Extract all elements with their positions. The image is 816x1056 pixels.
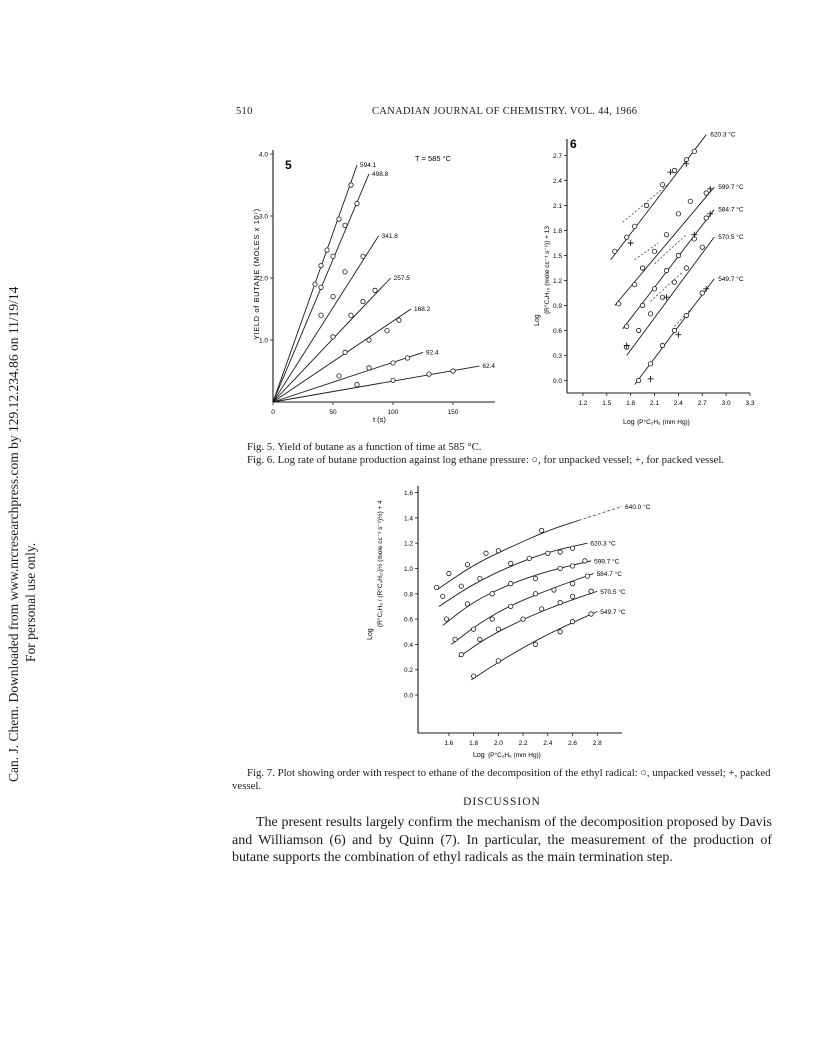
data-point bbox=[570, 546, 574, 550]
data-point bbox=[558, 600, 562, 604]
unpacked-point bbox=[632, 224, 636, 228]
packed-point bbox=[648, 376, 654, 382]
data-point bbox=[391, 378, 395, 382]
data-point bbox=[509, 604, 513, 608]
data-point bbox=[465, 602, 469, 606]
x-tick-label: 100 bbox=[387, 409, 399, 416]
discussion-paragraph: The present results largely confirm the mechanism of the decomposition proposed by Davis and Williamson (6) and by Quinn (7). In particular, the measurement of the production of butane supports the combination of ethyl radicals as the main termination step. bbox=[232, 815, 772, 865]
unpacked-point bbox=[624, 324, 628, 328]
series-label: 341.8 bbox=[381, 232, 398, 240]
series-curve bbox=[437, 520, 579, 590]
data-point bbox=[509, 561, 513, 565]
fig6-number: 6 bbox=[570, 137, 577, 151]
y-tick-label: 2.1 bbox=[552, 203, 562, 210]
unpacked-point bbox=[648, 362, 652, 366]
data-point bbox=[434, 585, 438, 589]
figure-6-caption: Fig. 6. Log rate of butane production against log ethane pressure: ○, for unpacked vessel; +, for packed vessel. bbox=[247, 454, 725, 466]
unpacked-point bbox=[624, 235, 628, 239]
download-watermark bbox=[2, 286, 46, 790]
data-point bbox=[444, 617, 448, 621]
y-tick-label: 1.0 bbox=[258, 337, 268, 345]
unpacked-point bbox=[640, 266, 644, 270]
data-point bbox=[459, 652, 463, 656]
unpacked-point bbox=[664, 232, 668, 236]
packed-point bbox=[683, 161, 689, 167]
unpacked-point bbox=[652, 249, 656, 253]
unpacked-point bbox=[688, 199, 692, 203]
data-point bbox=[343, 223, 347, 227]
y-tick-label: 1.5 bbox=[552, 253, 562, 260]
data-point bbox=[533, 576, 537, 580]
y-tick-label: 1.2 bbox=[403, 540, 413, 548]
fig5-ylabel: YIELD of BUTANE (MOLES x 10⁷) bbox=[252, 208, 261, 340]
y-tick-label: 0.8 bbox=[403, 591, 413, 599]
data-point bbox=[343, 350, 347, 354]
unpacked-point bbox=[644, 203, 648, 207]
series-label: 570.5 °C bbox=[718, 234, 744, 242]
data-point bbox=[337, 217, 341, 221]
data-point bbox=[361, 299, 365, 303]
series-line bbox=[615, 187, 714, 305]
discussion-section bbox=[232, 796, 772, 867]
series-label: 599.7 °C bbox=[594, 558, 620, 566]
data-point bbox=[405, 356, 409, 360]
personal-use-notice: For personal use only. bbox=[23, 542, 38, 662]
fig7-xlabel-main: Log bbox=[473, 752, 485, 759]
data-point bbox=[570, 594, 574, 598]
data-point bbox=[331, 294, 335, 298]
data-point bbox=[319, 285, 323, 289]
x-tick-label: 1.6 bbox=[444, 740, 454, 747]
x-tick-label: 50 bbox=[329, 409, 337, 416]
x-tick-label: 150 bbox=[447, 409, 459, 416]
data-point bbox=[539, 528, 543, 532]
unpacked-point bbox=[672, 328, 676, 332]
data-point bbox=[484, 551, 488, 555]
data-point bbox=[373, 288, 377, 292]
x-tick-label: 1.2 bbox=[578, 400, 588, 407]
dashed-extension bbox=[579, 506, 622, 520]
x-tick-label: 1.8 bbox=[469, 740, 479, 747]
data-point bbox=[453, 637, 457, 641]
data-point bbox=[570, 619, 574, 623]
data-point bbox=[490, 592, 494, 596]
x-tick-label: 3.3 bbox=[745, 400, 755, 407]
data-point bbox=[451, 369, 455, 373]
data-point bbox=[355, 201, 359, 205]
data-point bbox=[478, 637, 482, 641]
data-point bbox=[539, 607, 543, 611]
packed-point bbox=[707, 186, 713, 192]
unpacked-point bbox=[700, 291, 704, 295]
data-point bbox=[558, 630, 562, 634]
series-label: 549.7 °C bbox=[718, 275, 744, 283]
unpacked-point bbox=[660, 182, 664, 186]
data-point bbox=[527, 556, 531, 560]
unpacked-point bbox=[684, 313, 688, 317]
series-label: 584.7 °C bbox=[718, 206, 744, 214]
x-tick-label: 2.1 bbox=[649, 400, 660, 407]
series-line-168.2 bbox=[273, 309, 411, 402]
unpacked-point bbox=[648, 312, 652, 316]
data-point bbox=[325, 248, 329, 252]
y-tick-label: 0.2 bbox=[403, 667, 413, 675]
data-point bbox=[589, 589, 593, 593]
y-tick-label: 1.2 bbox=[552, 278, 562, 285]
unpacked-point bbox=[636, 378, 640, 382]
series-line-92.4 bbox=[273, 352, 423, 402]
fig7-ylabel-main: Log bbox=[367, 628, 374, 640]
data-point bbox=[471, 674, 475, 678]
data-point bbox=[427, 372, 431, 376]
y-tick-label: 3.0 bbox=[258, 213, 268, 221]
data-point bbox=[509, 581, 513, 585]
fig5-axes bbox=[259, 150, 495, 416]
data-point bbox=[585, 574, 589, 578]
data-point bbox=[490, 617, 494, 621]
unpacked-point bbox=[613, 249, 617, 253]
unpacked-point bbox=[664, 268, 668, 272]
x-tick-label: 2.0 bbox=[493, 740, 503, 747]
fig6-xlabel-main: Log bbox=[623, 419, 635, 426]
y-tick-label: 1.4 bbox=[403, 515, 413, 523]
fig5-number: 5 bbox=[285, 158, 292, 172]
unpacked-point bbox=[632, 282, 636, 286]
y-tick-label: 2.7 bbox=[552, 153, 562, 160]
data-point bbox=[391, 361, 395, 365]
page-number: 510 bbox=[236, 106, 253, 117]
data-point bbox=[385, 329, 389, 333]
data-point bbox=[558, 566, 562, 570]
x-tick-label: 1.8 bbox=[626, 400, 636, 407]
data-point bbox=[349, 313, 353, 317]
series-label: 620.3 °C bbox=[710, 131, 736, 139]
unpacked-point bbox=[672, 280, 676, 284]
unpacked-point bbox=[660, 343, 664, 347]
y-tick-label: 2.4 bbox=[552, 178, 562, 185]
unpacked-point bbox=[700, 245, 704, 249]
data-point bbox=[337, 374, 341, 378]
x-tick-label: 3.0 bbox=[721, 400, 731, 407]
data-point bbox=[533, 592, 537, 596]
data-point bbox=[558, 550, 562, 554]
y-tick-label: 0.9 bbox=[552, 303, 562, 310]
fig7-ylabel-sym: (R°C₂H₆ / (R°C₄H₁₀)½ (mole cc⁻¹ s⁻¹)½) + 4 bbox=[377, 500, 384, 627]
y-tick-label: 2.0 bbox=[258, 275, 268, 283]
data-point bbox=[367, 366, 371, 370]
series-label: 549.7 °C bbox=[600, 609, 626, 616]
x-tick-label: 2.2 bbox=[518, 740, 528, 747]
data-point bbox=[331, 254, 335, 258]
data-point bbox=[496, 659, 500, 663]
data-point bbox=[343, 270, 347, 274]
figure-7-caption: Fig. 7. Plot showing order with respect to ethane of the decomposition of the ethyl radical: ○, unpacked vessel; +, packed vessel. bbox=[232, 767, 771, 792]
unpacked-point bbox=[676, 212, 680, 216]
figure-6-chart bbox=[525, 128, 765, 428]
data-point bbox=[349, 183, 353, 187]
x-tick-label: 2.6 bbox=[568, 740, 578, 747]
data-point bbox=[319, 263, 323, 267]
data-point bbox=[546, 551, 550, 555]
data-point bbox=[441, 594, 445, 598]
series-label: 62.4 bbox=[482, 363, 496, 371]
fig6-xlabel-sym: {P°C₂H₆ (mm Hg)} bbox=[637, 419, 690, 426]
data-point bbox=[319, 313, 323, 317]
series-label: 92.4 bbox=[426, 349, 439, 357]
series-label: 620.3 °C bbox=[590, 540, 616, 548]
series-label: 257.5 bbox=[393, 275, 410, 282]
series-line-62.4 bbox=[273, 366, 479, 402]
data-point bbox=[361, 254, 365, 258]
y-tick-label: 0.4 bbox=[403, 641, 413, 649]
packed-point bbox=[675, 332, 681, 338]
series-label: 498.8 bbox=[372, 170, 389, 178]
y-tick-label: 0.6 bbox=[403, 616, 413, 624]
x-tick-label: 0 bbox=[271, 409, 275, 416]
unpacked-point bbox=[704, 216, 708, 220]
unpacked-point bbox=[704, 191, 708, 195]
data-point bbox=[570, 581, 574, 585]
y-tick-label: 1.6 bbox=[403, 490, 413, 498]
unpacked-point bbox=[636, 328, 640, 332]
data-point bbox=[478, 576, 482, 580]
series-curve bbox=[439, 543, 587, 606]
figure-5-chart bbox=[245, 140, 505, 430]
y-tick-label: 0.0 bbox=[552, 378, 562, 385]
data-point bbox=[355, 382, 359, 386]
series-label: 599.7 °C bbox=[718, 184, 744, 192]
unpacked-point bbox=[652, 287, 656, 291]
data-point bbox=[397, 318, 401, 322]
data-point bbox=[447, 571, 451, 575]
x-tick-label: 2.4 bbox=[543, 740, 553, 747]
series-line bbox=[611, 135, 706, 260]
series-label: 594.1 bbox=[360, 162, 377, 170]
fig6-ylabel-main: Log bbox=[534, 314, 541, 326]
unpacked-point bbox=[617, 302, 621, 306]
unpacked-point bbox=[676, 253, 680, 257]
fig7-xlabel-sym: {P°C₂H₆ (mm Hg)} bbox=[488, 752, 541, 759]
data-point bbox=[367, 338, 371, 342]
data-point bbox=[570, 564, 574, 568]
x-tick-label: 1.5 bbox=[602, 400, 612, 407]
y-tick-label: 1.0 bbox=[403, 565, 413, 573]
figure-7-chart bbox=[360, 485, 660, 765]
data-point bbox=[496, 627, 500, 631]
figure-5-caption: Fig. 5. Yield of butane as a function of time at 585 °C. bbox=[247, 441, 482, 453]
data-point bbox=[459, 584, 463, 588]
fig5-xlabel: t (s) bbox=[373, 415, 386, 424]
series-line-341.8 bbox=[273, 236, 379, 402]
data-point bbox=[552, 588, 556, 592]
dashed-line bbox=[623, 182, 671, 222]
data-point bbox=[583, 559, 587, 563]
data-point bbox=[496, 549, 500, 553]
series-label: 584.7 °C bbox=[596, 571, 622, 579]
download-notice: Can. J. Chem. Downloaded from www.nrcresearchpress.com by 129.12.234.86 on 11/19/14 bbox=[6, 286, 21, 782]
data-point bbox=[471, 627, 475, 631]
y-tick-label: 4.0 bbox=[258, 151, 268, 159]
fig6-ylabel-sym: {R°C₄H₁₀ (mole cc⁻¹ s⁻¹)} + 13 bbox=[544, 226, 551, 314]
data-point bbox=[313, 282, 317, 286]
series-label: 168.2 bbox=[414, 306, 431, 313]
fig5-condition: T = 585 °C bbox=[415, 154, 452, 163]
running-head: CANADIAN JOURNAL OF CHEMISTRY. VOL. 44, 1966 bbox=[372, 106, 638, 117]
x-tick-label: 2.8 bbox=[592, 740, 602, 747]
unpacked-point bbox=[640, 303, 644, 307]
x-tick-label: 2.4 bbox=[673, 400, 683, 407]
data-point bbox=[331, 335, 335, 339]
data-point bbox=[465, 562, 469, 566]
y-tick-label: 1.8 bbox=[552, 228, 562, 235]
series-label: 570.5 °C bbox=[600, 588, 626, 596]
data-point bbox=[521, 617, 525, 621]
section-heading: DISCUSSION bbox=[463, 796, 541, 808]
y-tick-label: 0.6 bbox=[552, 328, 562, 335]
y-tick-label: 0.0 bbox=[403, 692, 413, 700]
packed-point bbox=[628, 240, 634, 246]
x-tick-label: 2.7 bbox=[697, 400, 707, 407]
y-tick-label: 0.3 bbox=[552, 353, 562, 360]
unpacked-point bbox=[692, 149, 696, 153]
series-label: 640.0 °C bbox=[625, 503, 651, 511]
data-point bbox=[589, 612, 593, 616]
unpacked-point bbox=[684, 266, 688, 270]
data-point bbox=[533, 642, 537, 646]
